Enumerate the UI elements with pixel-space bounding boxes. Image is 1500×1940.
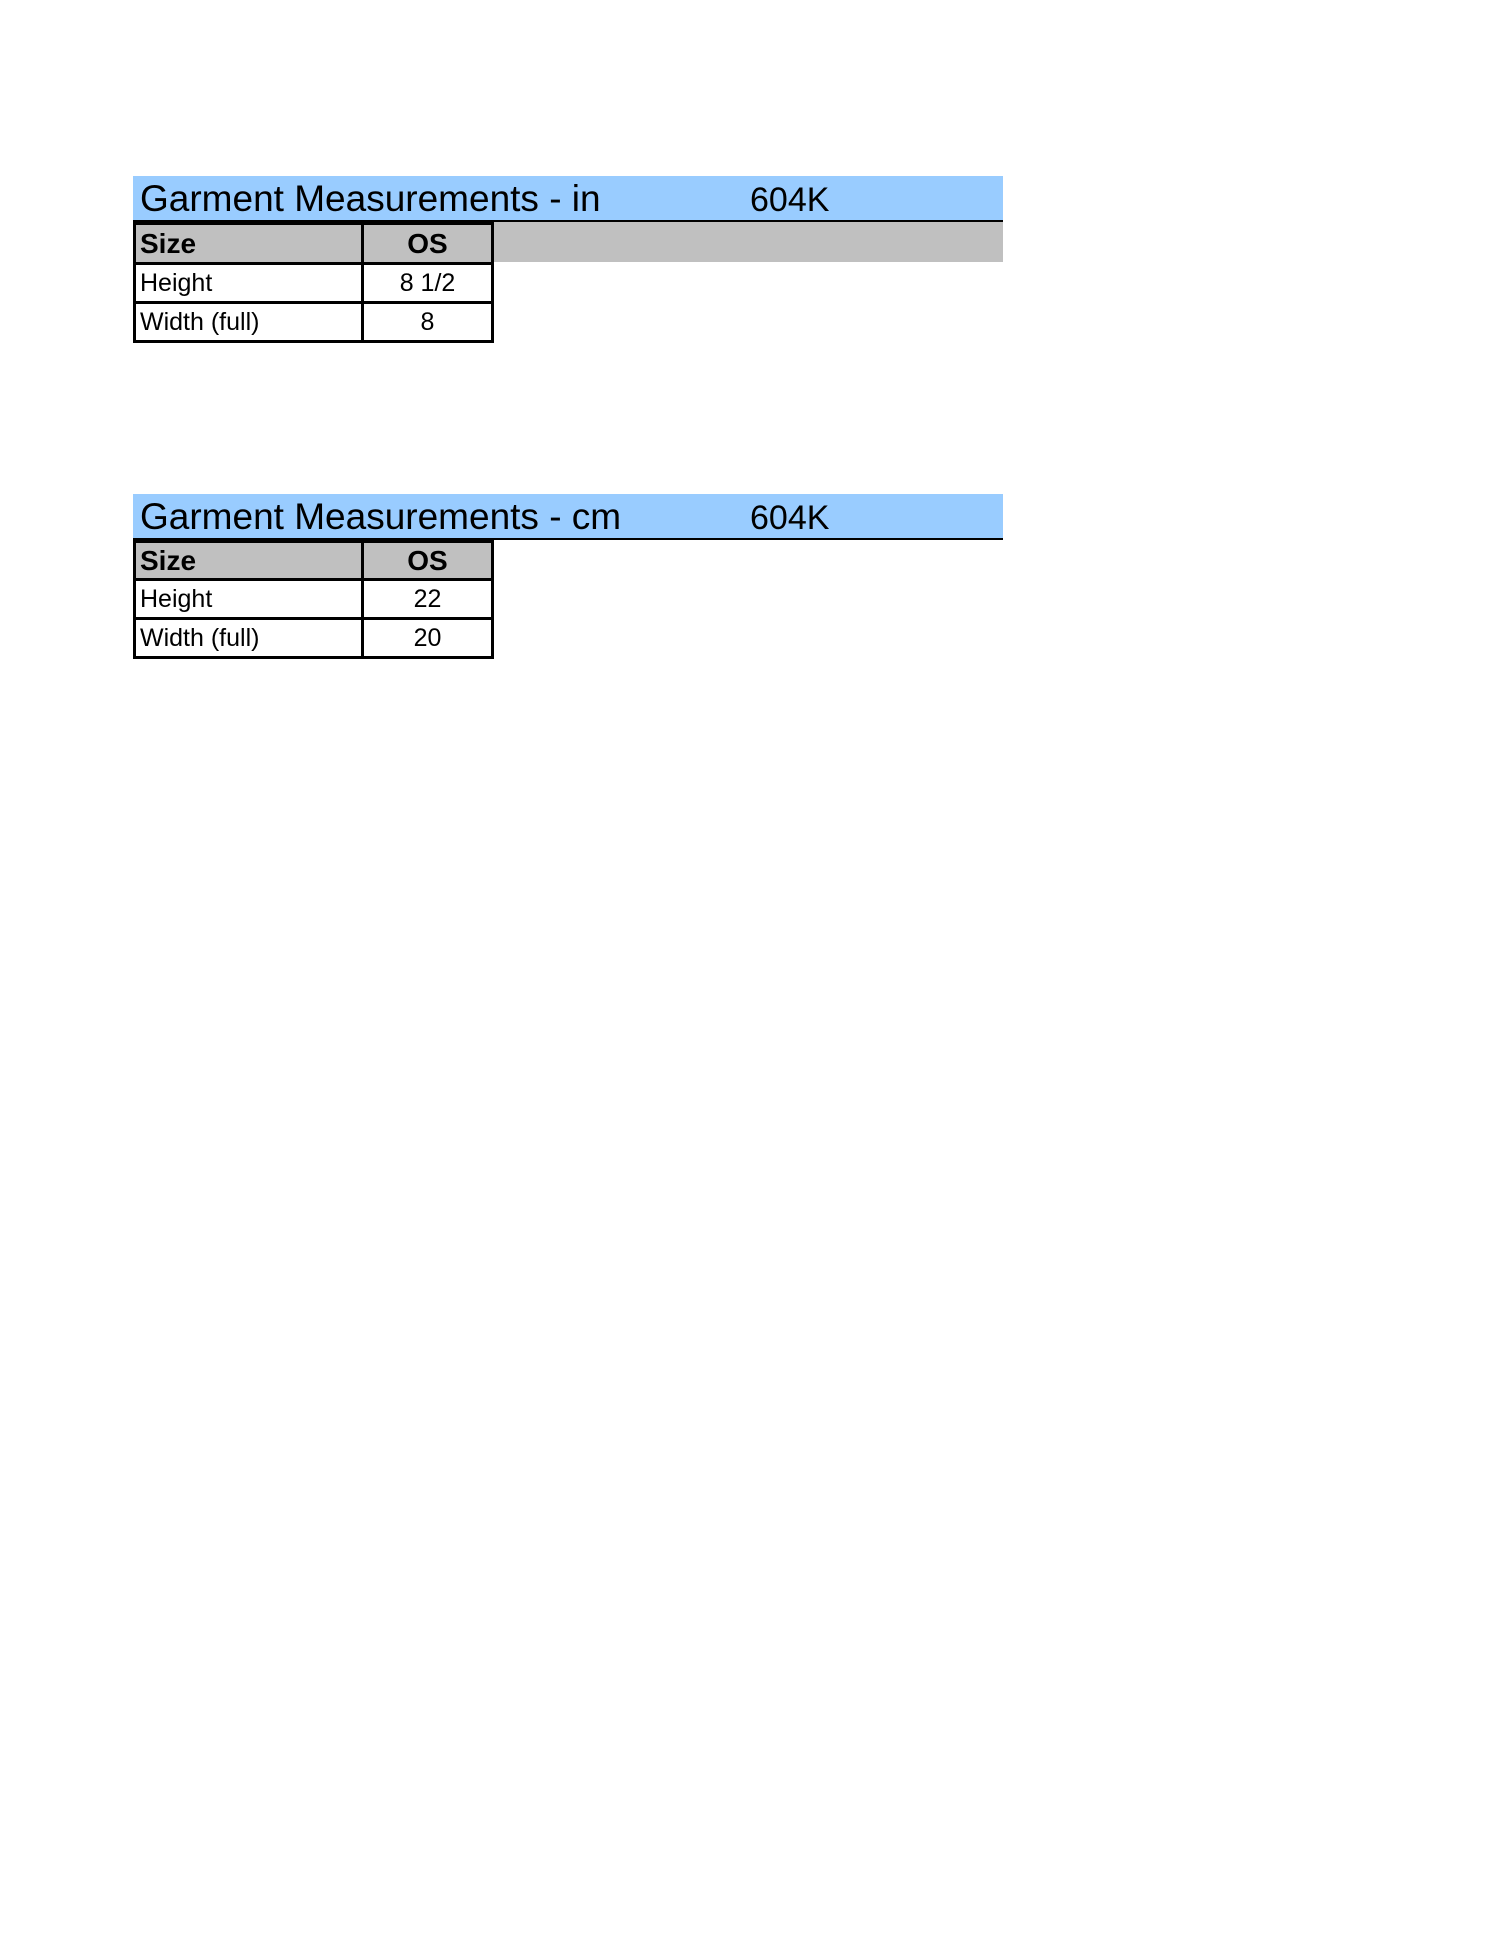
style-code: 604K (750, 499, 830, 537)
section-title: Garment Measurements - in (140, 178, 601, 219)
table-row (135, 264, 493, 303)
row-value-cell: 8 (363, 303, 493, 342)
row-value-cell: 20 (363, 619, 493, 658)
header-fill-bar (487, 222, 1003, 262)
measurements-inches-section (133, 176, 1003, 343)
table-row (135, 619, 493, 658)
section-title: Garment Measurements - cm (140, 496, 622, 537)
row-label-cell: Width (full) (135, 619, 363, 658)
table-header-row (135, 542, 493, 580)
measurements-table-wrap (133, 222, 1003, 343)
size-os-header-cell: OS (363, 224, 493, 264)
size-header-cell: Size (135, 542, 363, 580)
section-banner (133, 176, 1003, 222)
size-os-header-cell: OS (363, 542, 493, 580)
row-value-cell: 8 1/2 (363, 264, 493, 303)
style-code: 604K (750, 181, 830, 219)
measurements-table (133, 540, 494, 659)
measurements-cm-section (133, 494, 1003, 659)
row-label-cell: Width (full) (135, 303, 363, 342)
row-label-cell: Height (135, 580, 363, 619)
measurements-table-wrap (133, 540, 1003, 659)
table-row (135, 580, 493, 619)
table-header-row (135, 224, 493, 264)
size-header-cell: Size (135, 224, 363, 264)
row-label-cell: Height (135, 264, 363, 303)
section-banner (133, 494, 1003, 540)
row-value-cell: 22 (363, 580, 493, 619)
measurements-table (133, 222, 494, 343)
table-row (135, 303, 493, 342)
